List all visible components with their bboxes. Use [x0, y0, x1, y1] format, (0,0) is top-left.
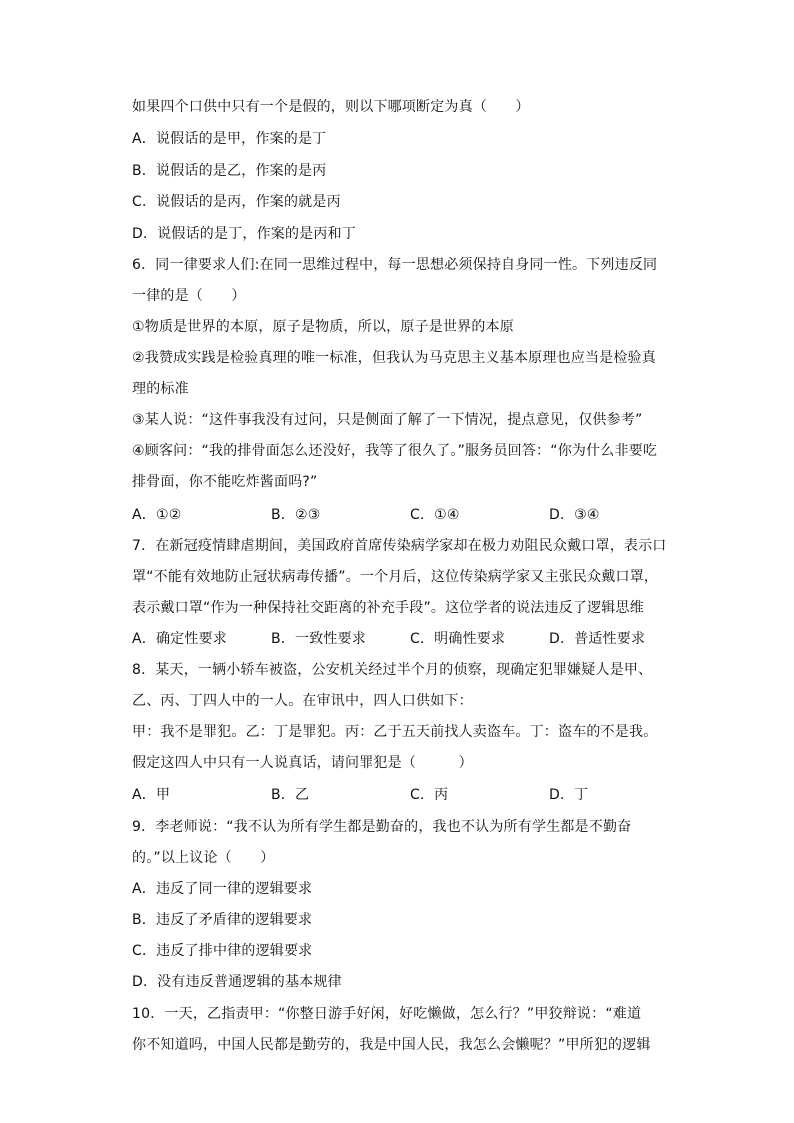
q6-item-4-line2: 排骨面，你不能吃炸酱面吗?”: [132, 474, 318, 490]
q7-line1: 7．在新冠疫情肆虐期间，美国政府首席传染病学家却在极力劝阻民众戴口罩，表示口: [132, 538, 667, 554]
q9-line2: 的。”以上议论（ ）: [132, 850, 275, 866]
q8-line2: 乙、丙、丁四人中的一人。在审讯中，四人口供如下：: [132, 693, 473, 709]
q6-option-b: B．②③: [271, 507, 321, 523]
q6-option-d: D．③④: [549, 507, 600, 523]
q10-line1: 10．一天，乙指责甲：“你整日游手好闲，好吃懒做，怎么行？”甲狡辩说：“难道: [132, 1006, 642, 1022]
q9-option-c: C．违反了排中律的逻辑要求: [132, 943, 313, 959]
q9-option-b: B．违反了矛盾律的逻辑要求: [132, 912, 313, 928]
q7-line3: 表示戴口罩“作为一种保持社交距离的补充手段”。这位学者的说法违反了逻辑思维: [132, 600, 644, 616]
q6-item-2-line1: ②我赞成实践是检验真理的唯一标准，但我认为马克思主义基本原理也应当是检验真: [132, 350, 656, 366]
q8-option-b: B．乙: [271, 787, 310, 803]
q8-option-a: A．甲: [132, 787, 171, 803]
q5-option-c: C．说假话的是丙，作案的就是丙: [132, 194, 341, 210]
q6-option-a: A．①②: [132, 507, 182, 523]
q8-option-d: D．丁: [549, 787, 589, 803]
q9-option-d: D．没有违反普通逻辑的基本规律: [132, 974, 342, 990]
q6-item-1: ①物质是世界的本原，原子是物质，所以，原子是世界的本原: [132, 319, 514, 335]
q6-stem-line1: 6．同一律要求人们:在同一思维过程中，每一思想必须保持自身同一性。下列违反同: [132, 257, 658, 273]
q5-option-b: B．说假话的是乙，作案的是丙: [132, 163, 327, 179]
q7-option-a: A．确定性要求: [132, 631, 227, 647]
q7-option-c: C．明确性要求: [410, 631, 506, 647]
q6-option-c: C．①④: [410, 507, 460, 523]
q9-line1: 9．李老师说：“我不认为所有学生都是勤奋的，我也不认为所有学生都是不勤奋: [132, 819, 632, 835]
q7-line2: 罩“不能有效地防止冠状病毒传播”。一个月后，这位传染病学家又主张民众戴口罩，: [132, 569, 659, 585]
q10-line2: 你不知道吗，中国人民都是勤劳的，我是中国人民，我怎么会懒呢？”甲所犯的逻辑: [132, 1037, 651, 1053]
q5-option-d: D．说假话的是丁，作案的是丙和丁: [132, 226, 356, 242]
q7-option-d: D．普适性要求: [549, 631, 646, 647]
q7-options: [132, 629, 645, 649]
q5-option-a: A．说假话的是甲，作案的是丁: [132, 131, 327, 147]
q7-option-b: B．一致性要求: [271, 631, 367, 647]
q6-item-4-line1: ④顾客问：“我的排骨面怎么还没好，我等了很久了。”服务员回答：“你为什么非要吃: [132, 443, 658, 459]
q6-item-3: ③某人说：“这件事我没有过问，只是侧面了解了一下情况，提点意见，仅供参考”: [132, 412, 643, 428]
q8-options: [132, 785, 588, 805]
q5-stem: 如果四个口供中只有一个是假的，则以下哪项断定为真（ ）: [132, 99, 530, 115]
q8-option-c: C．丙: [410, 787, 449, 803]
q6-item-2-line2: 理的标准: [132, 381, 189, 397]
q8-line4: 假定这四人中只有一人说真话，请问罪犯是（ ）: [132, 755, 473, 771]
q6-stem-line2: 一律的是（ ）: [132, 288, 246, 304]
q8-line3: 甲：我不是罪犯。乙：丁是罪犯。丙：乙于五天前找人卖盗车。丁：盗车的不是我。: [132, 724, 658, 740]
q6-options: [132, 505, 600, 525]
q9-option-a: A．违反了同一律的逻辑要求: [132, 881, 313, 897]
q8-line1: 8．某天，一辆小轿车被盗，公安机关经过半个月的侦察，现确定犯罪嫌疑人是甲、: [132, 662, 653, 678]
